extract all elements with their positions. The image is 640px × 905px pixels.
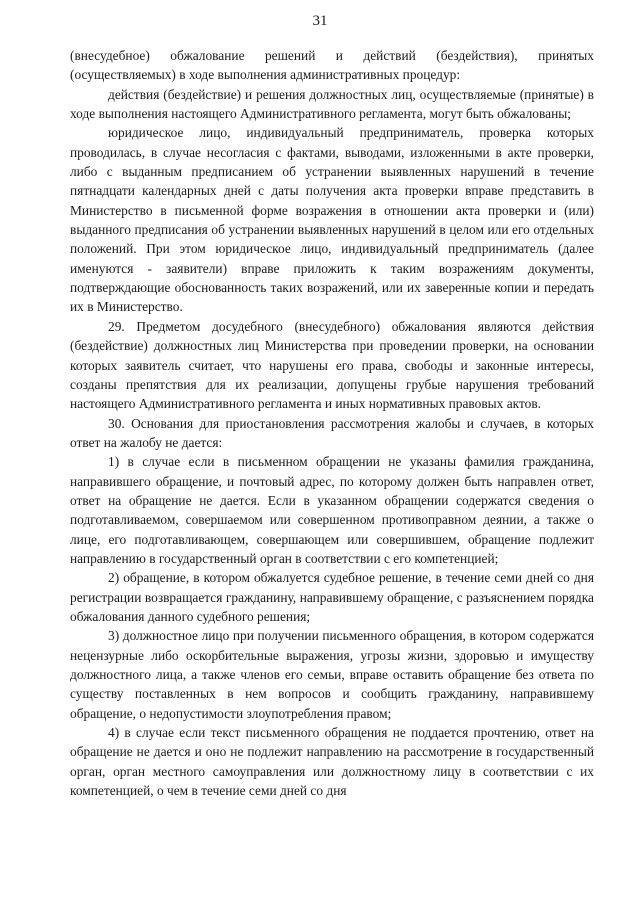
paragraph-case-3: 3) должностное лицо при получении письменного обращения, в котором содержатся нецензурные либо оскорбительные выражения, угрозы жизни, здоровью и имуществу должностного лица, а также членов его семьи, вправе оставить обращение без ответа по существу поставленных в нем вопросов и сообщить гражданину, направившему обращение, о недопустимости злоупотребления правом; — [70, 628, 594, 721]
paragraph-item-30: 30. Основания для приостановления рассмотрения жалобы и случаев, в которых ответ на жалобу не дается: — [70, 415, 594, 450]
document-body — [70, 46, 594, 800]
paragraph-actions-may-be-appealed: действия (бездействие) и решения должностных лиц, осуществляемые (принятые) в ходе выполнения настоящего Административного регламента, могут быть обжалованы; — [70, 86, 594, 122]
page-number: 31 — [312, 13, 328, 29]
paragraph-objections-right: юридическое лицо, индивидуальный предприниматель, проверка которых проводилась, в случае несогласия с фактами, выводами, изложенными в акте проверки, либо с выданным предписанием об устранении выявленных нарушений в течение пятнадцати календарных дней с даты получения акта проверки вправе представить в Министерство в письменной форме возражения в отношении акта проверки и (или) выданного предписания об устранении выявленных нарушений в целом или его отдельных положений. При этом юридическое лицо, индивидуальный предприниматель (далее именуются - заявители) вправе приложить к таким возражениям документы, подтверждающие обоснованность таких возражений, или их заверенные копии и передать их в Министерство. — [70, 125, 594, 315]
paragraph-case-4: 4) в случае если текст письменного обращения не поддается прочтению, ответ на обращение не дается и оно не подлежит направлению на рассмотрение в государственный орган, орган местного самоуправления или должностному лицу в соответствии с их компетенцией, о чем в течение семи дней со дня — [70, 725, 594, 799]
paragraph-appeal-procedures-continuation: (внесудебное) обжалование решений и действий (бездействия), принятых (осуществляемых) в ходе выполнения административных процедур: — [70, 48, 594, 83]
paragraph-case-1: 1) в случае если в письменном обращении не указаны фамилия гражданина, направившего обращение, и почтовый адрес, по которому должен быть направлен ответ, ответ на обращение не дается. Если в указанном обращении содержатся сведения о подготавливаемом, совершаемом или совершенном противоправном деянии, а также о лице, его подготавливающем, совершающем или совершившем, обращение подлежит направлению в государственный орган в соответствии с его компетенцией; — [70, 454, 594, 566]
paragraph-case-2: 2) обращение, в котором обжалуется судебное решение, в течение семи дней со дня регистрации возвращается гражданину, направившему обращение, с разъяснением порядка обжалования данного судебного решения; — [70, 570, 594, 624]
paragraph-item-29: 29. Предметом досудебного (внесудебного) обжалования являются действия (бездействие) должностных лиц Министерства при проведении проверки, на основании которых заявитель считает, что нарушены его права, свободы и законные интересы, созданы препятствия для их реализации, допущены грубые нарушения требований настоящего Административного регламента и иных нормативных правовых актов. — [70, 318, 594, 412]
